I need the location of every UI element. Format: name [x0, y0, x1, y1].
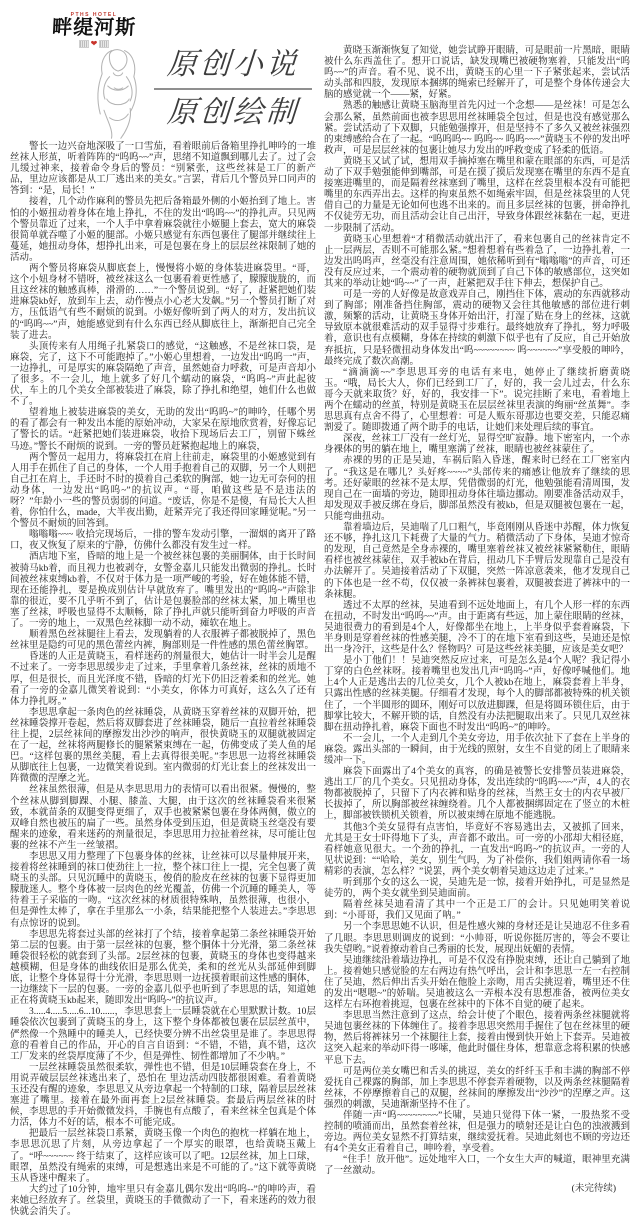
paragraph: 黄晓玉又试了试，想用双手摘掉塞在嘴里和蒙在眼部的东西，可是活动了下双手勉强能伸到嘴部，可是在摸了摸后发现塞在嘴里的东西不是直接塞进嘴里的，而是隔着丝袜塞到了嘴里，这样在丝袋里根本没有可能把嘴里的东西弄出去。这样的拘束虽然不如绳索牢固，但是丝袜袋里的人凭借自己的力量是无论如何也逃不出来的。而且多层丝袜的包裹，拼命挣扎不仅徒劳无功，而且活动会让自己出汗，导致身体跟丝袜黏在一起，更进一步限制了活动。 — [324, 156, 630, 234]
paragraph: “滴滴滴~~”李思思耳旁的电话有来电，她停止了继续折磨黄晓玉。“哦，局长大人，你们已经到工厂了，好的，我一会儿过去，什么东哥今天就来取货？好，好的，我安排一下”。说完挂断了来电，看着地上两个在蠕动的丝茧，特别是黄晓玉在层层丝袜里表演的绚丽“丝茧舞”。李思思真有点舍不得了，心里想着：可是人贩东哥那边也要交差，只能忍痛割爱了。随即拨通了两个助手的电话，让她们来处理后续的事宜。 — [324, 367, 630, 434]
paragraph: 大约过了10分钟，地牢里只有金嘉儿偶尔发出“呜呜--”的呻吟声，看来她已经放弃了。丝袋里，黄晓玉的手微微动了一下，看来迷药的效力很快就会消失了。 — [10, 1184, 316, 1217]
logo — [40, 13, 148, 48]
paragraph: 头顶传来有人用绳子扎紧袋口的感觉，“这触感，不是丝袜口袋，是麻袋，完了，这下不可能跑掉了。”小姬心里想着，一边发出“呜呜一”声，一边挣扎，可是厚实的麻袋隔绝了声音，虽然她奋力呼救，可是声音却小了很多。不一会儿，地上就多了好几个蠕动的麻袋，“呜呜~”声此起彼伏，车上的几个美女全部被装进了麻袋，除了挣扎和绝望，她们什么也做不了。 — [10, 341, 316, 408]
title-divider — [154, 88, 312, 90]
paragraph: 黄晓玉渐渐恢复了知觉，她尝试睁开眼睛，可是眼前一片黑暗，眼睛被什么东西盖住了。想开口说话，缺发现嘴巴被硬物塞着，只能发出“呜呜~~”的声音。看不见、说不出，黄晓玉的心里一下子紧张起来，尝试活动头部和四肢，发现原本捆绑的绳索已经解开了，可是整个身体传递会大脑的感觉就一个——紧，好紧。 — [324, 46, 630, 101]
paragraph: 两个警员一起用力，将麻袋扛在肩上往前走，麻袋里的小姬感觉到有人用手在抓住了自己的身体，一个人用手抱着自己的双脚，另一个人则把自己扛在肩上，手还时不时的摸着自己柔软的胸部，她一边无可奈何的扭动身体，一边发出“呜呜~”的抗议声。“哥，咱做这些是不是违法的呀？”年龄小一些的警员弱弱的问道。“废话，你是不是傻，有局长大人担着，你怕什么，made，大半夜出勤，赶紧弄完了我还得回家睡觉呢。”另一个警员不耐烦的回答到。 — [10, 452, 316, 530]
paragraph: 隔着丝袜吴迪看清了其中一个正是工厂的会计。只见她明笑着说到：“小哥哥，我们又见面了呐。” — [324, 900, 630, 922]
right-column-text — [324, 46, 630, 1178]
left-column — [10, 0, 316, 1218]
paragraph: 听到那个女的这么一说，吴迪先是一惊，接着开始挣扎，可是显然是徒劳的，两个美女就坐到吴迪面前。 — [324, 878, 630, 900]
paragraph: 嗡嗡嗡~~~ 收拾完现场后，一排的警车发动引擎，一溜烟的离开了路口，夜又恢复了原来的宁静，仿佛什么都没有发生过一样。 — [10, 530, 316, 552]
paragraph: 顺着黑色丝袜腿往上看去，发现躺着的人衣服裤子都被脱掉了，黑色丝袜里是隐约可见的黑色蕾丝内裤，胸部则是一件性感的黑色蕾丝胸罩。 — [10, 630, 316, 652]
paragraph: 伴随一声“呜~~~~~~~~”长啸，吴迪只觉得下体一紧，一股热浆不受控制的喷涌而出，虽然套着丝袜，但是强力的喷射还是让白色的浊液溅到旁边。两位美女显然不打算结束，继续爱抚着。吴迪此刻也不顾的旁边还有4个美女正看着自己，呻吟着，享受着。 — [324, 1111, 630, 1155]
paragraph: 其他3个美女显得有点害怕，毕竟好不容易逃出去，又被抓了回来，尤其是王女士吓得地下了头，声音都不敢出。可一旁的小邵却大相径庭，看样她意见很大。一个劲的挣扎，一直发出“呜呜~”的抗议声。一旁的人见状说到：““哈哈，美女，别生气吗，为了补偿你，我们姐两请你看一场精彩的表演，怎么样？”说罢，两个美女朝着吴迪这边走了过来。” — [324, 822, 630, 877]
paragraph: 酒店地下室，昏暗的地上是一个被丝袜包裹的美丽胴体，由于长时间被骑马kb着，而且视力也被剥夺，女警金嘉儿只能发出微弱的挣扎。长时间被丝袜束缚kb着，不仅对于体力是一项严峻的考验，好在她体能不错，现在还能挣扎，要是换成别估计早就放弃了。嘴里发出的“呜呜~”声除非靠的很近，要不几乎听不到了，估计是包裹脸部的丝袜太紧，加上嘴里也塞了丝袜，呼吸也显得不太顺畅，除了挣扎声就只能听到奋力呼吸的声音了。一旁的地上，一双黑色丝袜脚一动不动，瘫软在地上。 — [10, 552, 316, 630]
paragraph: 不一会儿，一个人走到几个美女旁边，用手依次扯下了套在上半身的麻袋。露出头部的一瞬间，由于光线的照射，女生不自觉的闭上了眼睛来缓冲一下。 — [324, 733, 630, 766]
paragraph: 警长一边兴奋地深吸了一口雪茄，看着眼前后备箱里挣扎呻吟的一堆丝袜人形茧，听着阵阵的“呜呜~~”声，思绪不知道飘到哪儿去了。过了会儿缓过神来，接着命令身后的警员：“别紧张，这些丝袜是工厂的新产品，里边应该都是从工厂逃出来的美女。”言罢，背后几个警员异口同声的答到：“是，局长！” — [10, 142, 316, 197]
page-header — [10, 0, 316, 142]
paragraph: 黄晓玉心里想着“才稍微活动就出汗了，看来包裹自己的丝袜肯定不止一层两层，否则不可能那么紧。”想着想着有些着急了，一边挣扎着，一边发出呜呜声，丝毫没有注意周围，她依稀听到有“嗡嗡嗡”的声音，可还没有反应过来，一个震动着的硬物就顶到了自己下体的敏感部位，这突如其来的举动让她“呜~~”了一声，赶紧把双手往下伸去，想保护自己。 — [324, 234, 630, 289]
paragraph: 可是一旁的人好像是故意戏弄自己，刚挡住下体，震动的东西就移动到了胸部；刚准备挡住胸部，震动的硬物又会往其他敏感的部位进行刺激，频繁的活动，让黄晓玉身体开始出汗，打湿了贴在身上的丝袜，这就导致原本就很难活动的双手显得寸步难行。最终她放弃了挣扎，努力呼吸着，意识也有点模糊，身体在持续的刺激下似乎也有了反应，自己开始放弃抵抗，只是轻微扭动身体发出“呜~~~~~~~~ 呜~~~~~~”享受般的呻吟，最终完成了数次高潮。 — [324, 290, 630, 367]
paragraph: 一层丝袜睡袋虽然很柔软，弹性也不错，但是10层睡袋套在身上，不用说弄破层层丝袜逃出来了，恐怕在 里边活动四肢都很困难。看着黄晓玉还没有醒的迹象，李思思又从旁边拿起一个特制的口球，隔着层层丝袜塞进了嘴里。接着在最外面再套上2层丝袜睡袋。套最后两层丝袜的时候，李思思的手开始微微发抖，手腕也有点酸了，看来丝袜全包真是个体力活，体力不好的话，根本不可能完成。 — [10, 1062, 316, 1129]
paragraph: 望着地上被装进麻袋的美女，无助的发出“呜呜~”的呻吟，任哪个男的看了都会有一种发出本能的原始冲动，大家呆在原地欣赏着，好像忘记了警长的话。“赶紧把她们装进麻袋，收拾下现场后去工厂，别留下蛛丝马迹。”警长不耐烦的说到。一旁的警员赶紧抱起地上的麻袋， — [10, 408, 316, 452]
logo-hotel-text: PTHS HOTEL — [70, 12, 118, 18]
paragraph: 把最后一层丝袜袋口系紧，黄晓玉像一个肉色的抱枕一样躺在地上，李思思沉思了片刻，从旁边拿起了一个厚实的眼罩，也给黄晓玉戴上了。“呼~~~~~~ 终于结束了，这样应该可以了吧。12层丝袜，加上口球，眼罩，虽然没有绳索的束缚，可是想逃出来是不可能的了。”这下就等黄晓玉从昏迷中醒来了。 — [10, 1129, 316, 1184]
paragraph: 李思思又用力整理了下包裹身体的丝袜，让丝袜可以尽量伸展开来，接着将丝袜睡到的袜口使劲往上一拉，整个袜口往上一提，完全包裹了黄晓玉的头部。只见沉睡中的黄晓玉，俊俏的脸皮在丝袜的包裹下显得更加朦胧迷人。整个身体被一层肉色的丝光覆盖，仿佛一个沉睡的睡美人，等待着王子采临的一吻。“这次丝袜的材质很特殊呐，虽然很薄，也很小，但是弹性太棒了，拿在手里那么一小条，结果能把整个人装进去。”李思思有点惊讶的说到。 — [10, 852, 316, 929]
paragraph: 接着，几个动作麻利的警员先把后备箱最外侧的小姬抬到了地上。害怕的小姬扭动着身体在地上挣扎，不住的发出“呜呜~~”的挣扎声。只见两个警员靠近了过来，一个人手中拿着麻袋就往小姬腿上套去，宽大的麻袋很简单就吞噬了小姬的腿部。小姬只感觉有东西包裹住了腿部并继续往上蔓延，她扭动身体，想挣扎出来，可是包裹在身上的层层丝袜限制了她的活动。 — [10, 197, 316, 263]
logo-title: 畔缇河斯 — [51, 17, 137, 40]
paragraph: 可是两位美女嘴巴和舌头的挑逗，美女的纤纤玉手和丰满的胸部不停爱抚自己裸露的胸部，加上李思思不停套弄着硬物，以及两条丝袜腿隔着丝袜，不停摩擦着自己的双腿，丝袜间的摩擦发出“沙沙”的涅摩之声。这强烈的刺激，吴迪渐渐坚持不住了。 — [324, 1066, 630, 1110]
paragraph: 李思思当然注意到了这点，给会计使了个眼色，接着两条丝袜腿就将吴迪包裹丝袜的下体缠住了。接着李思思突然用手握住了包在丝袜里的硬物，然后将裤袜另一个袜腿往上套，接着由慢到快开始上下套弄。吴迪被这突入起来的举动吓得一哆嗦，他此时僵住身体，想靠意念将积累的快感平息下去。 — [324, 1011, 630, 1066]
paragraph: 赤裸的男的正是吴迪，车祸后陷入昏迷，醒来时已经在工厂密室内了。“我这是在哪儿？头好疼~~~~”头部传来的痛感让他放弃了继续的思考。还好蒙眼的丝袜不是太厚，凭借微弱的灯光，他勉强能看清周围，发现自己在一面墙的旁边，随即扭动身体往墙边挪动。刚要准备活动双手，却发现双手被反绑在身后，脚部虽然没有被kb，但是双腿被包裹在一起，只能弯曲扭动。 — [324, 456, 630, 522]
paragraph: 靠着墙边后，吴迪喘了几口粗气，毕竟刚刚从昏迷中苏醒，体力恢复还不够，挣扎这几下耗费了大量的气力。稍微活动了下身体，吴迪才惊奇的发现，自己竟然是全身赤裸的，嘴里塞着丝袜又被丝袜紧紧勒住，眼睛看样也被丝袜蒙住，双手被kb在背后，扭动几下手臂后发现靠自己是没有办法解开了。吴迪接着活动了下双腿，突然一阵凉意袭来，他才发现自己的下体也是一丝不苟，仅仅被一条裤袜包裹着，双腿被套进了裤袜中的一条袜腿。 — [324, 523, 630, 600]
paragraph: 丝袜虽然很薄，但是从李思思用力的表情可以看出很紧。慢慢的，整个丝袜从脚到脚踝、小腿、膝盖、大腿，由于这次的丝袜睡袋看来很紧致，本就苗条的双腿变得更细了，双手也被紧紧包裹在身体两侧，傲立的双峰自然也被压的扁了一些。虽然身体受到压迫，但是黄晓玉丝毫没有要醒来的迹象，看来迷药的剂量很足，李思思用力拉扯着丝袜，尽可能让包裹的丝袜不产生一丝皱褶。 — [10, 785, 316, 851]
paragraph: 李思思拿起一条肉色的丝袜睡袋，从黄晓玉穿着丝袜的双脚开始，把丝袜睡袋撑开卷起，然后将双脚套进了丝袜睡袋，随后一直拉着丝袜睡袋往上提，2层丝袜间的摩擦发出沙沙的响声，很快黄晓玉的双腿就被固定在了一起，丝袜将两腿修长的腿紧紧束缚在一起，仿佛变成了美人鱼的尾巴。“这样包裹的黑丝美腿，看上去真得很美呢。”李思思一边将丝袜睡袋从脚底往上包裹，一边微笑着说到。室内微弱的灯光让套上的丝袜发出一阵微微的涅摩之光。 — [10, 707, 316, 785]
title-block — [152, 48, 314, 130]
paragraph: “住手！放开他”。远处地牢入口，一个女生大声的喊道，眼神里充满了一丝激动。 — [324, 1155, 630, 1177]
paragraph: 吴迪继续沿着墙边挣扎，可是不仅没有挣脱束缚，还让自己躺到了地上。接着她只感觉脸的左右两边有热气呼出，会计和李思思一左一右控制住了吴迪，然后伸出舌头开始在他脸上亲吻，用舌尖挑逗着，嘴里还不住的发出“嗯嗯~”的娇喘。吴迪被这么一弄根本没有思想准备，被两位美女这样左右环抱着挑逗，包裹在丝袜中的下体不自觉的硬了起来。 — [324, 955, 630, 1011]
paragraph: 深夜，丝袜工厂没有一丝灯光，显得空旷寂静。地下密室内，一个赤身裸体的男的躺在地上，嘴里塞满了丝袜，眼睛也被丝袜蒙住了。 — [324, 434, 630, 456]
heart-icon: ❤ — [90, 39, 98, 49]
to-be-continued-note: (未完待续) — [571, 1183, 616, 1194]
paragraph: 3.....4.....5.....6...10......，李思思套上一层睡袋就在心里默默计数。10层睡袋依次包裹到了黄晓玉的身上，这下整个身体都被包裹在层层丝茧中，俨然像一个熟睡中的睡美人，已经快要分辨不出丝袋里是谁了。李思思得意的看着自己的作品，开心的自言自语到：“不错，不错，真不错，这次工厂发来的丝袋厚度薄了不少，但是弹性、韧性都增加了不少呐。” — [10, 1007, 316, 1062]
right-column — [324, 0, 630, 1218]
paragraph: 另一个李思思她不认识，但是性感火辣的身材还是让吴迪忍不住多看了几眼。李思思则调皮的说到：“小帅哥，听说你挺厉害的，等会不要让我失望哟。”说着撩动着自己秀丽的长发，展现出妩媚的表情。 — [324, 922, 630, 955]
paragraph: 昏迷的人正是黄晓玉，看样迷药的剂量很大，她估计一时半会儿是醒不过来了。一旁李思思缓步走了过来，手里拿着几条丝袜，丝袜的质地不厚，但是很长，而且光泽度不错，昏暗的灯光下仍旧泛着柔和的丝光。她看了一旁的金嘉儿微笑着说到：“小美女，你体力可真好，这么久了还有体力挣扎呀。” — [10, 652, 316, 707]
title-original-art: 原创绘制 — [165, 95, 301, 129]
paragraph: 透过不太厚的丝袜，吴迪看到不远处地面上，有几个人形一样的东西在扭动，不时发出“呜呜~~”声。由于距离有些远，加上蒙住眼睛的丝袜，吴迪很费力的看到是4个人，好像都坐在地上，上半身似乎套着麻袋，下半身则是穿着丝袜的性感美腿，冷不丁的在地下室看到这些，吴迪还是惊出一身冷汗，这些是什么？怪物吗？可是这些丝袜美腿，应该是美女吧？ — [324, 600, 630, 656]
left-column-text — [10, 142, 316, 1218]
title-original-novel: 原创小说 — [165, 48, 301, 81]
paragraph: 李思思先将套过头部的丝袜打了个结，接着拿起第二条丝袜睡袋开始第二层的包裹。由于第一层丝袜的包裹，整个胴体十分光滑，第二条丝袜睡袋很轻松的就套到了头部。2层丝袜的包裹，黄晓玉的身体也变得越来越模糊，但是身体的曲线依旧是那么优美，柔和的丝光从头部延伸到脚底，让整个身体显得十分光滑，李思思则一边抚摸着眼前这性感的胴体，一边继续下一层的包裹。一旁的金嘉儿似乎也听到了李思思的话，知道她正在将黄晓玉kb起来，随即发出“呜呜~”的抗议声。 — [10, 929, 316, 1007]
paragraph: 熟悉的触感让黄晓玉脑海里首先闪过一个念想——是丝袜！可是怎么会那么紧，虽然前面也被李思思用丝袜睡袋全包过，但是也没有感觉那么紧。尝试活动了下双脚，只能勉强撑开，但是坚持不了多久又被丝袜强烈的束缚感给合在了一起。“呜呜呜~~ 呜呜~~ 呜呜~~~”黄晓玉不停的发出呼救声，可是层层丝袜的包裹让她尽力发出的呼救变成了轻柔的低语。 — [324, 101, 630, 156]
paragraph: 是小丁他们！！吴迪突然反应过来，可是怎么是4个人呢？我记得小丁穿的白色丝袜呀。接着嘴里也发出几声“呜呜~”声，好像呼喊他们。地上4个人正是逃出去的几位美女，几个人被kb在地上，麻袋套着上半身，只露出性感的丝袜美腿。仔细看才发现，每个人的脚部都被特殊的机关锁住了，一个半圆形的圆环，刚好可以放进脚踝，但是将圆环锁住后，由于脚掌比较大，不解开锁的话，自然没有办法把腿取出来了。只见几双丝袜脚在扭动挣扎着，麻袋下面也不时发出“呜呜~”的呻吟。 — [324, 656, 630, 733]
paragraph: 两个警员将麻袋从脚底套上，慢慢将小姬的身体装进麻袋里。“哥，这个小妞身材不错呀，被丝袜这么一包裹看着更性感了，朦朦胧胧的，而且这丝袜的触感真棒，滑滑的……”一个警员说到。“好了，赶紧把她们装进麻袋kb好，放到车上去，动作慢点小心老大发飙。”另一个警员打断了对方，压低语气有些不耐烦的说到。小姬好像听到了两人的对方，发出抗议的“呜呜~~”声，她能感觉到有什么东西已经从脚底往上，渐渐把自己完全装了进去。 — [10, 264, 316, 341]
paragraph: 麻袋下面露出了4个美女的真容，的确是被警长安排警员装进麻袋，逃出工厂的几个美女。只见扭动身体，发出连续的“呜呜~~~”声，4人的衣物都被脱掉了，只留下了内衣裤和贴身的丝袜，当然王女士的内衣早被厂长拔掉了，所以胸部被丝袜缠绕着。几个人都被捆绑固定在了竖立的木桩上，脚部被铁锁机关锁着，所以被束缚在原地不能逃脱。 — [324, 767, 630, 822]
